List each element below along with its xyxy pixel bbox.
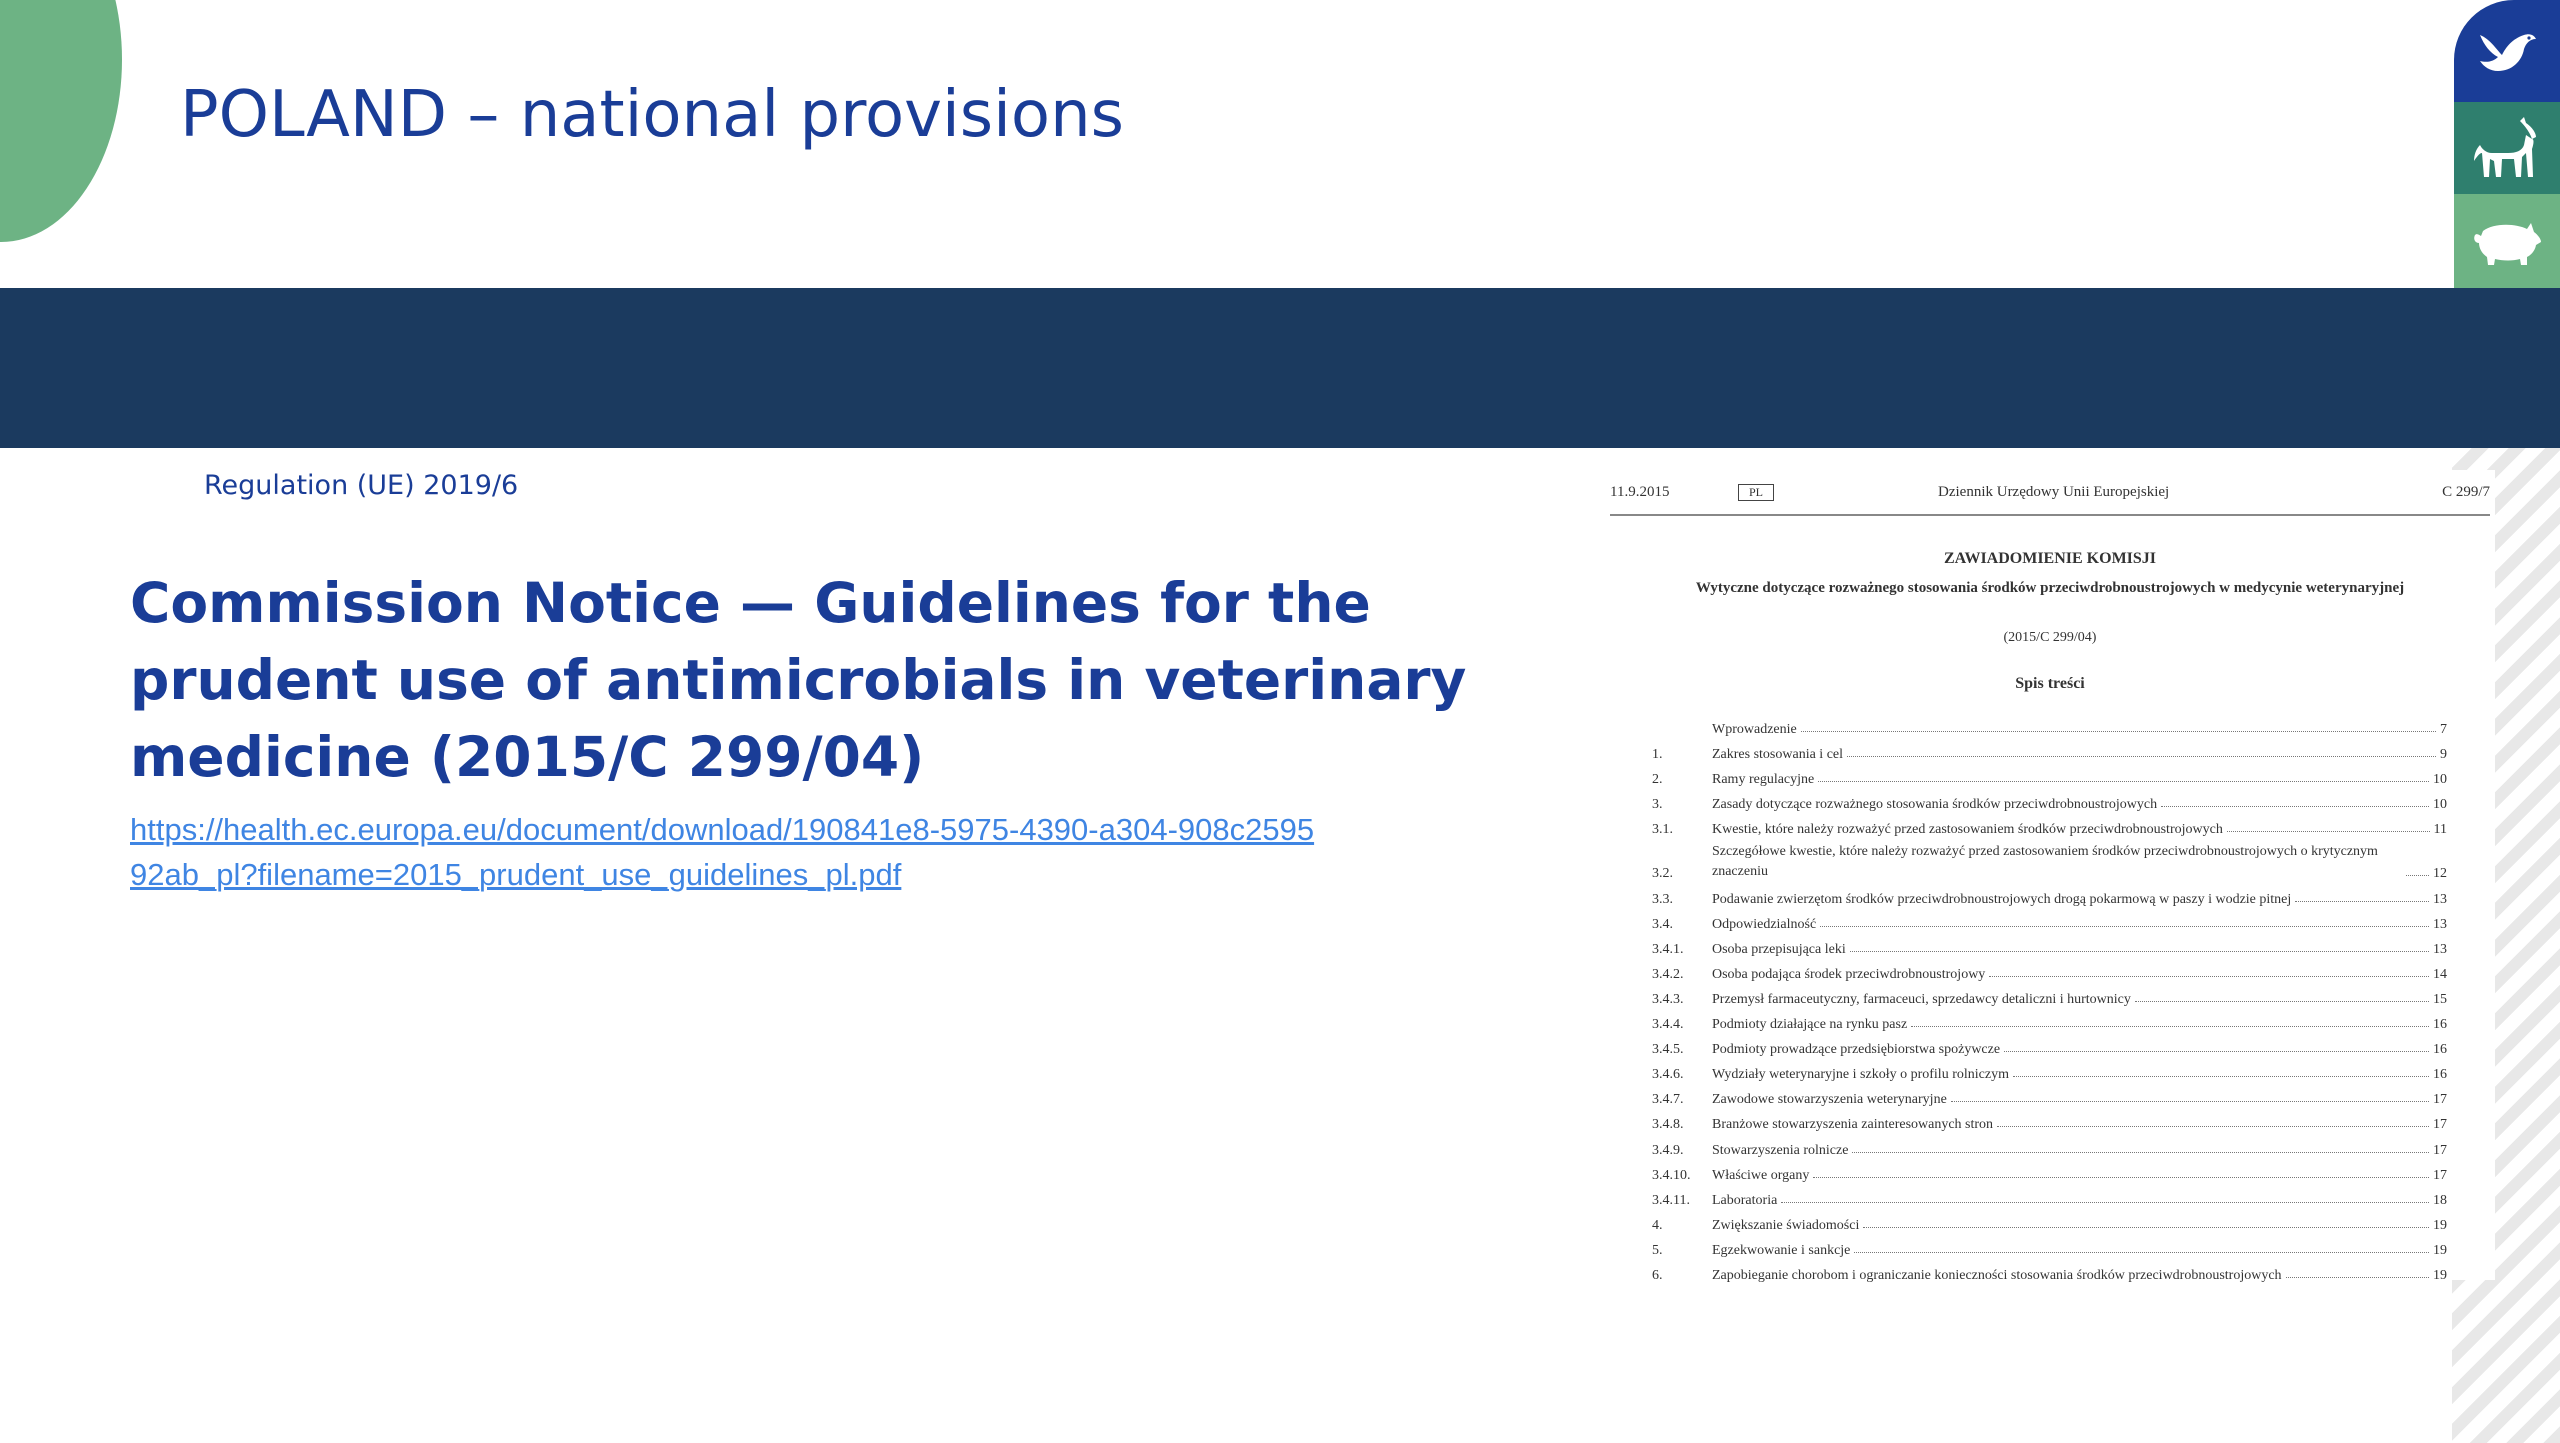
toc-row [1652, 1133, 2447, 1158]
toc-entry-text: Odpowiedzialność [1712, 916, 1817, 932]
toc-number: 1. [1652, 747, 1663, 763]
toc-entry-text: Kwestie, które należy rozważyć przed zastosowaniem środków przeciwdrobnoustrojowych [1712, 822, 2223, 838]
toc-entry-text: Osoba podająca środek przeciwdrobnoustrojowy [1712, 966, 1986, 982]
regulation-label: Regulation (UE) 2019/6 [204, 470, 519, 501]
icon-strip [2454, 0, 2560, 288]
toc-row [1652, 1184, 2447, 1209]
toc-row [1652, 738, 2447, 763]
toc-number: 3.4.11. [1652, 1192, 1690, 1208]
toc-leader-dots [1911, 1026, 2429, 1027]
document-notice: ZAWIADOMIENIE KOMISJI [1943, 550, 2157, 567]
document-preview [1600, 470, 2495, 1283]
toc-row [1652, 1234, 2447, 1259]
horse-icon [2472, 115, 2542, 181]
toc-entry-text: Przemysł farmaceutyczny, farmaceuci, sprzedawcy detaliczni i hurtownicy [1712, 991, 2131, 1007]
toc-number: 4. [1652, 1217, 1663, 1233]
toc-entry-text: Zawodowe stowarzyszenia weterynaryjne [1712, 1092, 1947, 1108]
toc-page-number: 19 [2433, 1267, 2447, 1283]
table-of-contents [1652, 713, 2447, 1284]
document-date: 11.9.2015 [1610, 484, 1670, 500]
toc-page-number: 17 [2433, 1117, 2447, 1133]
toc-number: 3.4.3. [1652, 991, 1684, 1007]
toc-entry-text: Wprowadzenie [1712, 722, 1797, 738]
toc-leader-dots [2227, 831, 2430, 832]
toc-leader-dots [1951, 1101, 2429, 1102]
bird-icon [2476, 25, 2538, 77]
toc-entry-text: Osoba przepisująca leki [1712, 941, 1846, 957]
toc-leader-dots [1997, 1126, 2429, 1127]
toc-entry-text: Zapobieganie chorobom i ograniczanie konieczności stosowania środków przeciwdrobnoustrojowych [1712, 1267, 2282, 1283]
toc-row [1652, 1159, 2447, 1184]
toc-number: 3.3. [1652, 891, 1673, 907]
toc-entry-text: Wydziały weterynaryjne i szkoły o profilu rolniczym [1712, 1067, 2009, 1083]
toc-page-number: 10 [2433, 772, 2447, 788]
header-band [0, 288, 2560, 448]
toc-leader-dots [1852, 1152, 2429, 1153]
toc-number: 3.4.5. [1652, 1042, 1684, 1058]
toc-page-number: 13 [2433, 916, 2447, 932]
toc-leader-dots [2406, 875, 2429, 876]
toc-leader-dots [1989, 976, 2429, 977]
toc-leader-dots [1813, 1177, 2429, 1178]
toc-row [1652, 713, 2447, 738]
toc-number: 3.4.10. [1652, 1167, 1691, 1183]
toc-number: 3.4. [1652, 916, 1673, 932]
toc-number: 6. [1652, 1267, 1663, 1283]
toc-number: 5. [1652, 1242, 1663, 1258]
toc-row [1652, 1058, 2447, 1083]
pig-icon-tile [2454, 194, 2560, 288]
toc-leader-dots [2161, 806, 2429, 807]
bird-icon-tile [2454, 0, 2560, 102]
toc-page-number: 17 [2433, 1142, 2447, 1158]
toc-row [1652, 908, 2447, 933]
toc-number: 3.4.7. [1652, 1092, 1684, 1108]
toc-entry-text: Branżowe stowarzyszenia zainteresowanych stron [1712, 1117, 1994, 1133]
toc-number: 3.4.8. [1652, 1117, 1684, 1133]
toc-page-number: 11 [2433, 822, 2447, 838]
toc-leader-dots [1847, 756, 2436, 757]
toc-page-number: 17 [2433, 1092, 2447, 1108]
toc-row [1652, 1008, 2447, 1033]
notice-heading: Commission Notice — Guidelines for the prudent use of antimicrobials in veterinary medicine (2015/C 299/04) [130, 571, 1467, 789]
toc-leader-dots [1801, 731, 2436, 732]
green-circle-decoration [0, 0, 122, 242]
toc-number: 3.4.4. [1652, 1017, 1684, 1033]
toc-entry-text: Stowarzyszenia rolnicze [1712, 1142, 1849, 1158]
toc-leader-dots [2004, 1051, 2429, 1052]
toc-row [1652, 813, 2447, 838]
toc-entry-text: Podmioty działające na rynku pasz [1712, 1017, 1908, 1033]
toc-entry-text: Zwiększanie świadomości [1712, 1217, 1860, 1233]
toc-leader-dots [2295, 901, 2429, 902]
toc-number: 3.1. [1652, 822, 1673, 838]
toc-number: 2. [1652, 772, 1663, 788]
toc-page-number: 19 [2433, 1217, 2447, 1233]
toc-page-number: 9 [2440, 747, 2447, 763]
toc-row [1652, 1083, 2447, 1108]
toc-entry-text: Laboratoria [1712, 1192, 1778, 1208]
toc-entry-text: Podawanie zwierzętom środków przeciwdrobnoustrojowych drogą pokarmową w paszy i wodzie pitnej [1712, 891, 2292, 907]
toc-row [1652, 1209, 2447, 1234]
toc-row [1652, 763, 2447, 788]
toc-row [1652, 882, 2447, 907]
toc-entry-text: Egzekwowanie i sankcje [1712, 1242, 1851, 1258]
slide-title: POLAND – national provisions [180, 78, 1124, 152]
toc-row [1652, 1108, 2447, 1133]
toc-row [1652, 933, 2447, 958]
toc-number: 3.4.1. [1652, 941, 1684, 957]
toc-row [1652, 1033, 2447, 1058]
toc-leader-dots [1818, 781, 2429, 782]
toc-page-number: 10 [2433, 797, 2447, 813]
toc-number: 3.4.9. [1652, 1142, 1684, 1158]
toc-leader-dots [1854, 1252, 2429, 1253]
pig-icon [2471, 215, 2543, 267]
toc-row [1652, 983, 2447, 1008]
document-journal: Dziennik Urzędowy Unii Europejskiej [1938, 484, 2170, 500]
toc-row [1652, 788, 2447, 813]
document-header [1610, 484, 2490, 516]
toc-number: 3.2. [1652, 866, 1673, 882]
toc-entry-text: Podmioty prowadzące przedsiębiorstwa spożywcze [1712, 1042, 2001, 1058]
toc-page-number: 13 [2433, 941, 2447, 957]
toc-leader-dots [1820, 926, 2429, 927]
guidelines-link[interactable]: https://health.ec.europa.eu/document/download/190841e8-5975-4390-a304-908c259592ab_pl?filename=2015_prudent_use_guidelines_pl.pdf [130, 812, 1315, 892]
toc-entry-text: Zakres stosowania i cel [1712, 747, 1844, 763]
toc-number: 3. [1652, 797, 1663, 813]
toc-leader-dots [2135, 1001, 2429, 1002]
toc-leader-dots [1781, 1202, 2429, 1203]
document-lang: PL [1738, 484, 1774, 501]
toc-entry-text: Właściwe organy [1712, 1167, 1810, 1183]
document-title: Wytyczne dotyczące rozważnego stosowania środków przeciwdrobnoustrojowych w medycynie weterynaryjnej [1695, 580, 2405, 596]
toc-page-number: 12 [2433, 866, 2447, 882]
toc-page-number: 15 [2433, 991, 2447, 1007]
toc-row [1652, 1259, 2447, 1284]
toc-page-number: 13 [2433, 891, 2447, 907]
toc-leader-dots [1863, 1227, 2429, 1228]
toc-page-number: 17 [2433, 1167, 2447, 1183]
toc-leader-dots [1850, 951, 2429, 952]
toc-number: 3.4.2. [1652, 966, 1684, 982]
toc-leader-dots [2013, 1076, 2429, 1077]
toc-page-number: 19 [2433, 1242, 2447, 1258]
toc-number: 3.4.6. [1652, 1067, 1684, 1083]
toc-page-number: 14 [2433, 966, 2447, 982]
toc-leader-dots [2286, 1277, 2429, 1278]
toc-row [1652, 838, 2447, 882]
toc-entry-text: Szczegółowe kwestie, które należy rozważyć przed zastosowaniem środków przeciwdrobnoustrojowych o krytycznym znaczeniu [1712, 844, 2378, 880]
toc-page-number: 16 [2433, 1017, 2447, 1033]
toc-row [1652, 958, 2447, 983]
toc-page-number: 16 [2433, 1067, 2447, 1083]
horse-icon-tile [2454, 102, 2560, 194]
toc-page-number: 16 [2433, 1042, 2447, 1058]
toc-entry-text: Ramy regulacyjne [1712, 772, 1815, 788]
toc-page-number: 18 [2433, 1192, 2447, 1208]
toc-heading: Spis treści [2015, 675, 2085, 692]
toc-entry-text: Zasady dotyczące rozważnego stosowania środków przeciwdrobnoustrojowych [1712, 797, 2158, 813]
document-ref: C 299/7 [2442, 484, 2490, 500]
document-code: (2015/C 299/04) [2003, 630, 2097, 645]
toc-page-number: 7 [2440, 722, 2447, 738]
